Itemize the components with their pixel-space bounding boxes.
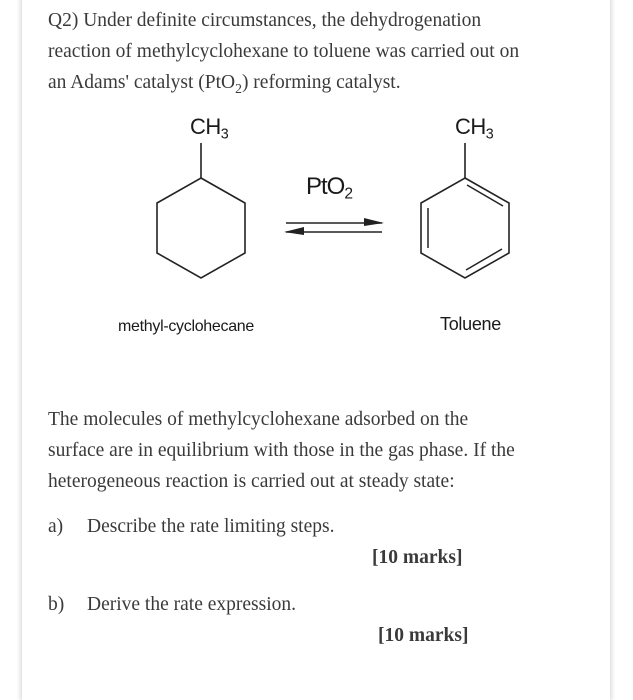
part-a-text: Describe the rate limiting steps. [87,516,335,537]
reactant-ch3-label: $CH_3$ [190,114,229,143]
product-name-label: Toluene [440,314,501,334]
product-ch3-label: $CH_3$ [455,114,494,143]
intro-line-3: an Adams' catalyst (PtO$_2$) reforming catalyst. [48,72,401,96]
equilibrium-arrows [284,218,384,235]
para-line-2: surface are in equilibrium with those in the gas phase. If the [48,440,515,461]
catalyst-label: PtO$_2$ [306,173,353,203]
part-a-letter: a) [48,516,64,537]
part-a-marks: [10 marks] [372,547,463,568]
part-b-text: Derive the rate expression. [87,594,296,615]
benzene-double-bonds [428,185,503,270]
reactant-name-label: methyl-cyclohecane [118,318,254,335]
para-line-1: The molecules of methylcyclohexane adsorbed on the [48,409,469,430]
intro-line-1: Q2) Under definite circumstances, the dehydrogenation [48,10,482,31]
part-b-letter: b) [48,594,65,615]
benzene-ring [421,178,509,278]
question-paragraph [48,404,608,497]
part-b-marks: [10 marks] [378,625,469,646]
cyclohexane-ring [157,178,245,278]
para-line-3: heterogeneous reaction is carried out at steady state: [48,471,455,492]
intro-line-2: reaction of methylcyclohexane to toluene was carried out on [48,41,520,62]
